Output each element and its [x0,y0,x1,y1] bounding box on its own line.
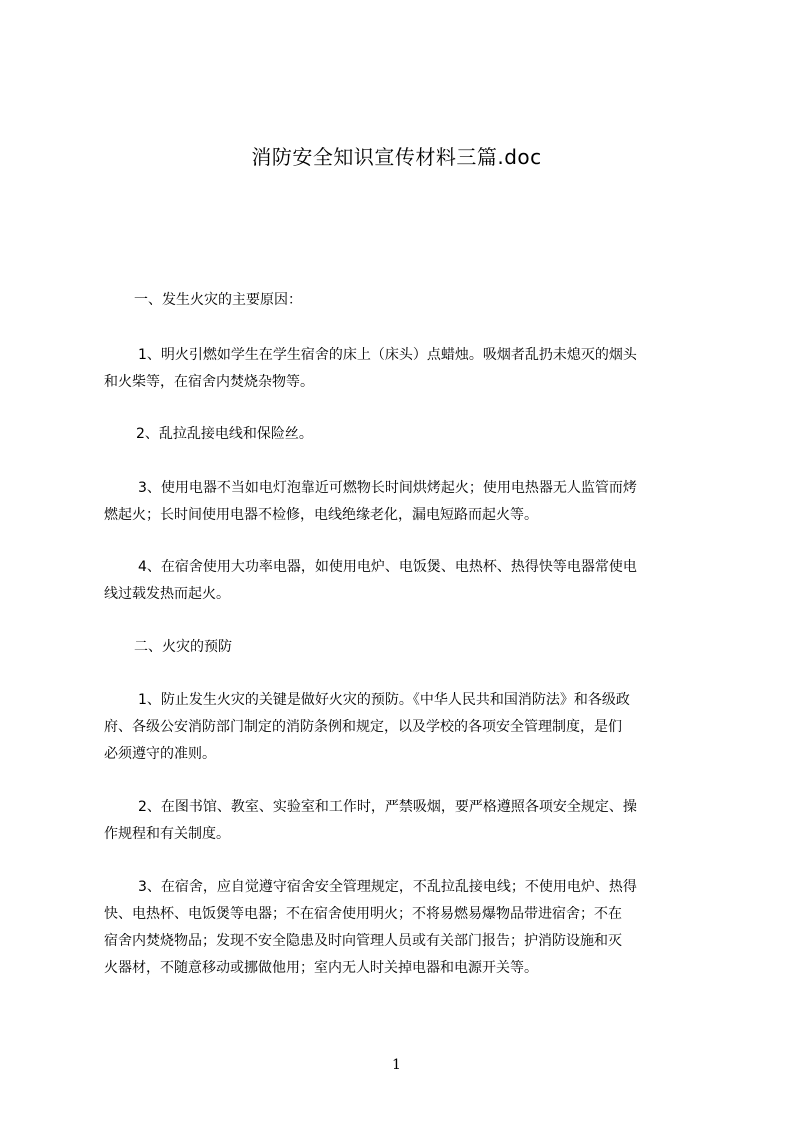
text-line: 3、在宿舍，应自觉遵守宿舍安全管理规定，不乱拉乱接电线；不使用电炉、热得 [138,879,637,895]
paragraph-1 [104,342,710,396]
text-line: 1、明火引燃如学生在学生宿舍的床上（床头）点蜡烛。吸烟者乱扔未熄灭的烟头 [138,347,637,363]
text-line: 和火柴等，在宿舍内焚烧杂物等。 [104,374,314,390]
document-title: 消防安全知识宣传材料三篇.doc [251,145,542,169]
paragraph-6 [104,794,710,848]
section-heading-1 [104,287,710,314]
text-line: 快、电热杯、电饭煲等电器；不在宿舍使用明火；不将易燃易爆物品带进宿舍；不在 [104,906,622,922]
text-line: 二、火灾的预防 [134,639,232,655]
section-heading-2 [104,634,710,661]
text-line: 燃起火；长时间使用电器不检修，电线绝缘老化，漏电短路而起火等。 [104,507,538,523]
text-line: 府、各级公安消防部门制定的消防条例和规定，以及学校的各项安全管理制度，是们 [104,719,622,735]
text-line: 4、在宿舍使用大功率电器，如使用电炉、电饭煲、电热杯、热得快等电器常使电 [138,559,637,575]
paragraph-2 [104,421,710,448]
paragraph-4 [104,554,710,608]
paragraph-7 [104,874,710,982]
text-line: 2、在图书馆、教室、实验室和工作时，严禁吸烟，要严格遵照各项安全规定、操 [138,799,637,815]
paragraph-5 [104,687,710,768]
text-line: 2、乱拉乱接电线和保险丝。 [136,426,313,442]
text-line: 3、使用电器不当如电灯泡靠近可燃物长时间烘烤起火；使用电热器无人监管而烤 [138,480,637,496]
paragraph-3 [104,475,710,529]
text-line: 1、防止发生火灾的关键是做好火灾的预防。《中华人民共和国消防法》和各级政 [138,692,630,708]
text-line: 火器材，不随意移动或挪做他用；室内无人时关掉电器和电源开关等。 [104,960,538,976]
text-line: 一、发生火灾的主要原因： [134,292,302,308]
text-line: 宿舍内焚烧物品；发现不安全隐患及时向管理人员或有关部门报告；护消防设施和灭 [104,933,622,949]
text-line: 作规程和有关制度。 [104,826,230,842]
page-number: 1 [392,1057,401,1073]
text-line: 线过载发热而起火。 [104,586,230,602]
text-line: 必须遵守的准则。 [104,746,216,762]
